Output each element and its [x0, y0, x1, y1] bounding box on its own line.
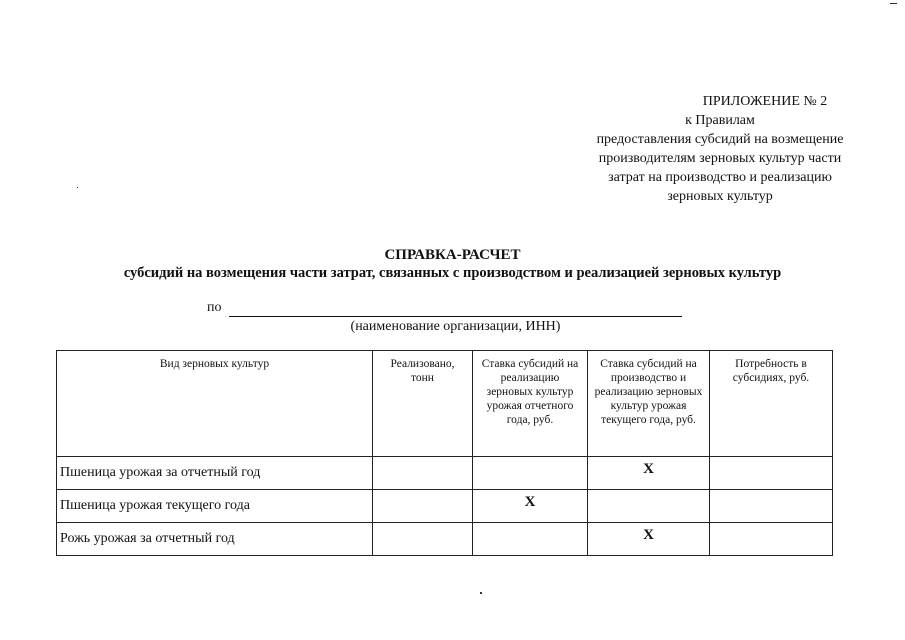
- table-row: [57, 523, 833, 556]
- header-crop-type: Вид зерновых культур: [57, 351, 373, 457]
- row-crop-name: Пшеница урожая текущего года: [57, 490, 373, 523]
- cell-rate-current-year: X: [588, 523, 710, 556]
- table-row: [57, 457, 833, 490]
- document-subtitle: субсидий на возмещения части затрат, связанных с производством и реализацией зерновых культур: [123, 265, 782, 281]
- cell-rate-current-year: [588, 490, 710, 523]
- appendix-number: ПРИЛОЖЕНИЕ № 2: [702, 94, 828, 109]
- document-title: СПРАВКА-РАСЧЕТ: [384, 247, 521, 263]
- cell-sold-tons: [373, 490, 473, 523]
- cell-subsidy-need: [710, 490, 833, 523]
- appendix-line: к Правилам: [685, 113, 755, 128]
- header-rate-current-year: Ставка субсидий на производство и реализацию зерновых культур урожая текущего года, руб.: [588, 351, 710, 457]
- appendix-line: предоставления субсидий на возмещение: [596, 132, 844, 147]
- table-row: [57, 490, 833, 523]
- appendix-line: зерновых культур: [667, 189, 773, 204]
- scan-speck-bottom: [480, 592, 482, 594]
- header-rate-reporting-year: Ставка субсидий на реализацию зерновых культур урожая отчетного года, руб.: [473, 351, 588, 457]
- table-header-row: [57, 351, 833, 457]
- cell-sold-tons: [373, 457, 473, 490]
- scan-speck-top-right: [890, 3, 897, 4]
- appendix-line: затрат на производство и реализацию: [608, 170, 832, 185]
- appendix-line: производителям зерновых культур части: [598, 151, 842, 166]
- header-subsidy-need: Потребность в субсидиях, руб.: [710, 351, 833, 457]
- row-crop-name: Рожь урожая за отчетный год: [57, 523, 373, 556]
- organization-caption: (наименование организации, ИНН): [350, 319, 561, 334]
- cell-rate-current-year: X: [588, 457, 710, 490]
- header-sold-tons: Реализовано, тонн: [373, 351, 473, 457]
- cell-rate-reporting-year: [473, 523, 588, 556]
- cell-sold-tons: [373, 523, 473, 556]
- cell-subsidy-need: [710, 523, 833, 556]
- scan-speck-left: [77, 187, 78, 188]
- cell-rate-reporting-year: [473, 457, 588, 490]
- row-crop-name: Пшеница урожая за отчетный год: [57, 457, 373, 490]
- organization-fill-line: [229, 316, 682, 317]
- by-label: по: [207, 300, 222, 315]
- appendix-heading: [570, 92, 870, 206]
- cell-rate-reporting-year: X: [473, 490, 588, 523]
- subsidy-calculation-table: [56, 350, 833, 556]
- cell-subsidy-need: [710, 457, 833, 490]
